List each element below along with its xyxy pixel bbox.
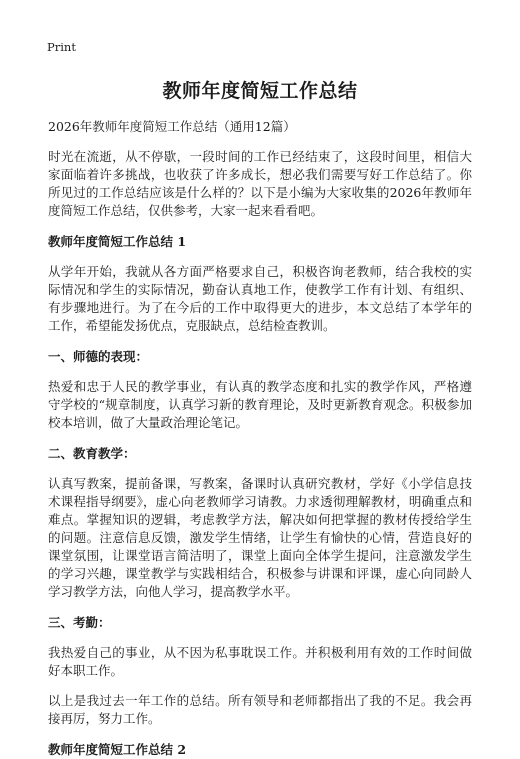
ethics-paragraph: 热爱和忠于人民的教学事业，有认真的教学态度和扎实的教学作风，严格遵守学校的“规章制度，认真学习新的教育理论，及时更新教育观念。积极参加校本培训，做了大量政治理论笔记。 bbox=[48, 379, 472, 430]
ethics-heading: 一、师德的表现： bbox=[48, 349, 149, 364]
section-1-heading: 教师年度简短工作总结 1 bbox=[48, 234, 187, 249]
attendance-paragraph: 我热爱自己的事业，从不因为私事耽误工作。并积极利用有效的工作时间做好本职工作。 bbox=[48, 645, 472, 678]
section-2-heading: 教师年度简短工作总结 2 bbox=[48, 742, 187, 757]
intro-paragraph: 时光在流逝，从不停歇，一段时间的工作已经结束了，这段时间里，相信大家面临着许多挑战，也收获了许多成长，想必我们需要写好工作总结了。你所见过的工作总结应该是什么样的？以下是小编为大家收集的2026年教师年度简短工作总结，仅供参考，大家一起来看看吧。 bbox=[48, 149, 472, 218]
print-link[interactable]: Print bbox=[47, 40, 76, 54]
closing-paragraph: 以上是我过去一年工作的总结。所有领导和老师都指出了我的不足。我会再接再厉，努力工作。 bbox=[48, 693, 472, 726]
teaching-paragraph: 认真写教案，提前备课，写教案，备课时认真研究教材，学好《小学信息技术课程指导纲要》，虚心向老教师学习请教。力求透彻理解教材，明确重点和难点。掌握知识的逻辑，考虑教学方法，解决如何把掌握的教材传授给学生的问题。注意信息反馈，激发学生情绪，让学生有愉快的心情，营造良好的课堂氛围，让课堂语言简洁明了，课堂上面向全体学生提问，注意激发学生的学习兴趣，课堂教学与实践相结合，积极参与讲课和评课，虚心向同龄人学习教学方法，向他人学习，提高教学水平。 bbox=[48, 476, 472, 599]
attendance-heading: 三、考勤： bbox=[48, 615, 111, 630]
document-subtitle: 2026年教师年度简短工作总结（通用12篇） bbox=[48, 119, 296, 134]
section-1-intro-paragraph: 从学年开始，我就从各方面严格要求自己，积极咨询老教师，结合我校的实际情况和学生的实际情况，勤奋认真地工作，使教学工作有计划、有组织、有步骤地进行。为了在今后的工作中取得更大的进步，本文总结了本学年的工作，希望能发扬优点，克服缺点，总结检查教训。 bbox=[48, 264, 472, 333]
top-spacer bbox=[48, 38, 472, 50]
page-title: 教师年度简短工作总结 bbox=[162, 80, 358, 102]
teaching-heading: 二、教育教学： bbox=[48, 446, 136, 461]
